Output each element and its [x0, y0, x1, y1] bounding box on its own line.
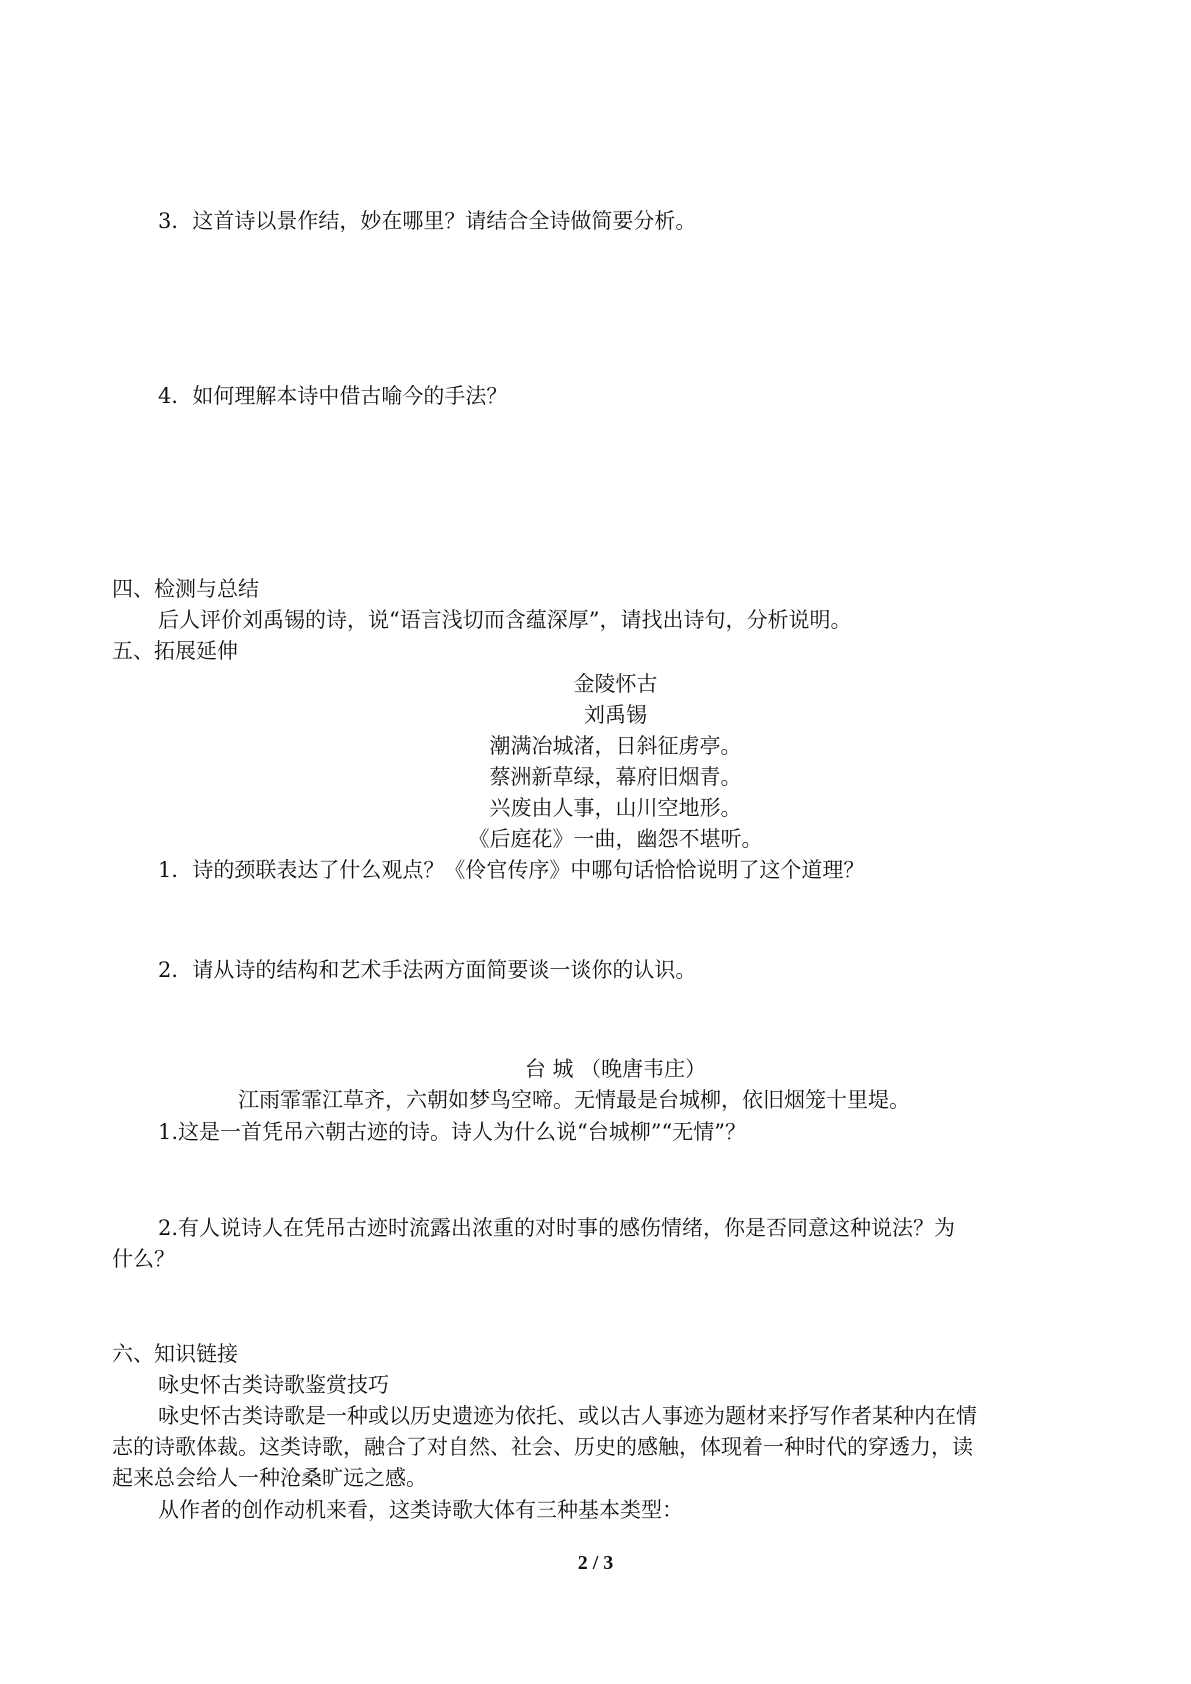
- poem2-question-2: 2.有人说诗人在凭吊古迹时流露出浓重的对时事的感伤情绪，你是否同意这种说法？为: [158, 1216, 956, 1240]
- poem-line: 潮满冶城渚，日斜征虏亭。: [489, 734, 742, 758]
- section-heading-6: 六、知识链接: [112, 1342, 238, 1366]
- section-4-text: 后人评价刘禹锡的诗，说“语言浅切而含蕴深厚”，请找出诗句，分析说明。: [158, 608, 852, 632]
- poem2-title: 台 城 （晚唐韦庄）: [524, 1057, 707, 1081]
- poem2-question-2-cont: 什么？: [112, 1247, 175, 1271]
- poem1-question-2: 2．请从诗的结构和艺术手法两方面简要谈一谈你的认识。: [158, 958, 697, 982]
- poem-author: 刘禹锡: [584, 703, 647, 727]
- poem-line: 兴废由人事，山川空地形。: [489, 796, 742, 820]
- page-number: 2 / 3: [577, 1552, 614, 1574]
- paragraph-line: 起来总会给人一种沧桑旷远之感。: [112, 1466, 427, 1490]
- poem-title: 金陵怀古: [573, 672, 658, 696]
- question-4: 4．如何理解本诗中借古喻今的手法？: [158, 384, 508, 408]
- section-heading-5: 五、拓展延伸: [112, 639, 238, 663]
- poem2-question-1: 1.这是一首凭吊六朝古迹的诗。诗人为什么说“台城柳”“无情”？: [158, 1120, 746, 1144]
- paragraph-line: 从作者的创作动机来看，这类诗歌大体有三种基本类型：: [158, 1498, 683, 1522]
- question-3: 3．这首诗以景作结，妙在哪里？请结合全诗做简要分析。: [158, 209, 697, 233]
- section-heading-4: 四、检测与总结: [112, 577, 259, 601]
- poem-line: 蔡洲新草绿，幕府旧烟青。: [489, 765, 742, 789]
- poem1-question-1: 1．诗的颈联表达了什么观点？《伶官传序》中哪句话恰恰说明了这个道理？: [158, 858, 865, 882]
- poem2-text: 江雨霏霏江草齐，六朝如梦鸟空啼。无情最是台城柳，依旧烟笼十里堤。: [238, 1088, 910, 1112]
- paragraph-line: 志的诗歌体裁。这类诗歌，融合了对自然、社会、历史的感触，体现着一种时代的穿透力，读: [112, 1435, 973, 1459]
- section-6-subtitle: 咏史怀古类诗歌鉴赏技巧: [158, 1373, 389, 1397]
- paragraph-line: 咏史怀古类诗歌是一种或以历史遗迹为依托、或以古人事迹为题材来抒写作者某种内在情: [158, 1404, 977, 1428]
- poem-line: 《后庭花》一曲，幽怨不堪听。: [468, 827, 763, 851]
